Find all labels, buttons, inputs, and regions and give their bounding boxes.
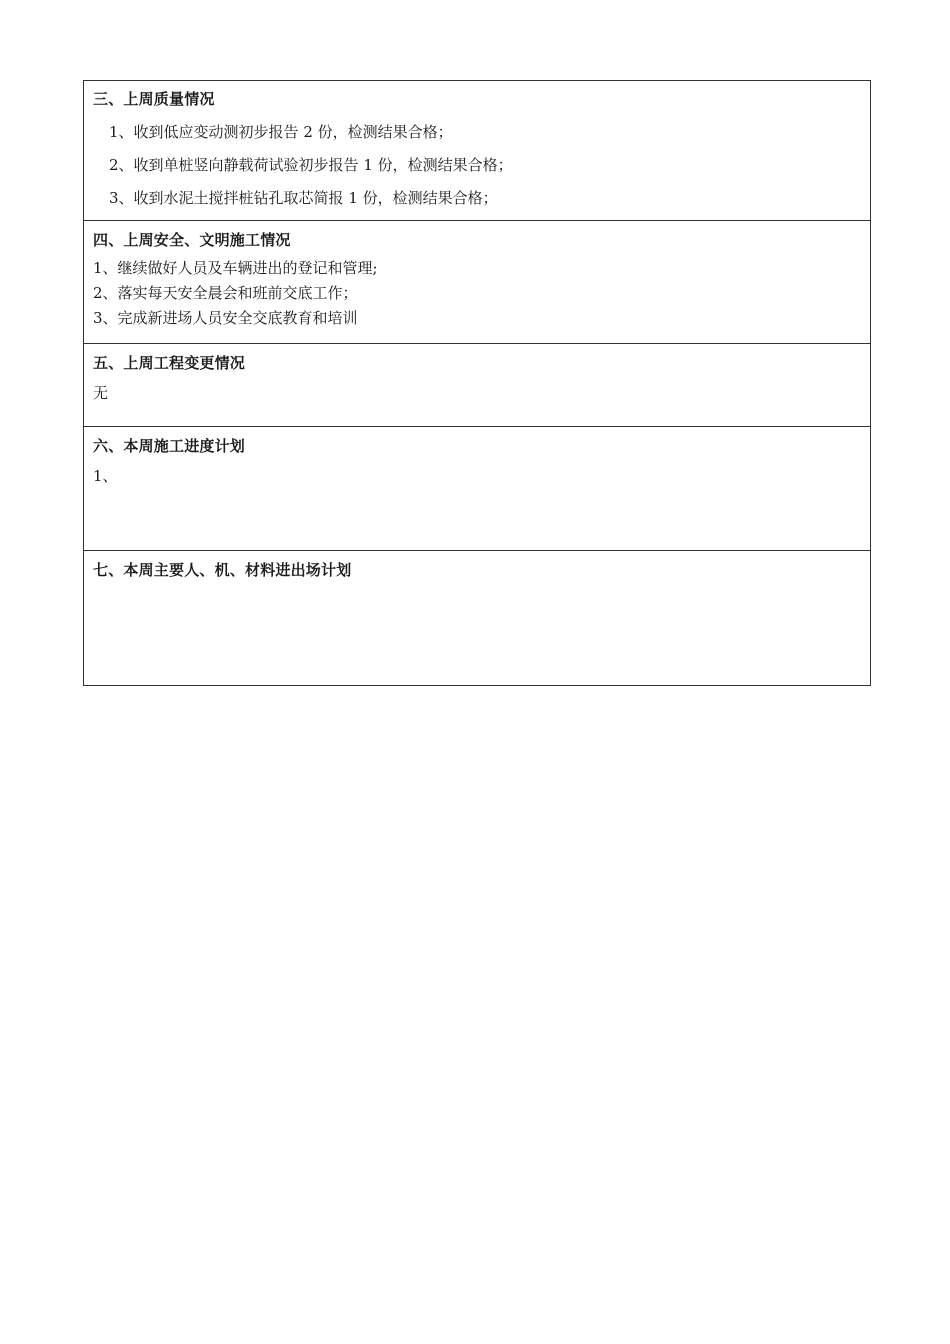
section-engineering-change	[84, 344, 870, 427]
section-safety	[84, 221, 870, 344]
safety-item-2: 2、落实每天安全晨会和班前交底工作；	[93, 284, 358, 302]
section-quality	[84, 81, 870, 221]
progress-plan-item-1: 1、	[93, 467, 118, 485]
safety-item-1: 1、继续做好人员及车辆进出的登记和管理;	[93, 259, 378, 277]
safety-item-list	[93, 256, 861, 331]
section-progress-plan	[84, 427, 870, 551]
section-title-progress-plan: 六、本周施工进度计划	[93, 437, 246, 455]
quality-item-1: 1、收到低应变动测初步报告 2 份，检测结果合格；	[109, 123, 453, 141]
quality-item-2: 2、收到单桩竖向静载荷试验初步报告 1 份，检测结果合格；	[109, 156, 513, 174]
section-title-safety: 四、上周安全、文明施工情况	[93, 231, 291, 249]
section-title-resources-plan: 七、本周主要人、机、材料进出场计划	[93, 561, 352, 579]
section-title-engineering-change: 五、上周工程变更情况	[93, 354, 246, 372]
weekly-report-table	[83, 80, 871, 686]
section-resources-plan	[84, 551, 870, 685]
safety-item-3: 3、完成新进场人员安全交底教育和培训	[93, 309, 358, 327]
section-title-quality: 三、上周质量情况	[93, 90, 215, 108]
engineering-change-item-1: 无	[93, 384, 109, 402]
quality-item-3: 3、收到水泥土搅拌桩钻孔取芯简报 1 份，检测结果合格；	[109, 189, 498, 207]
